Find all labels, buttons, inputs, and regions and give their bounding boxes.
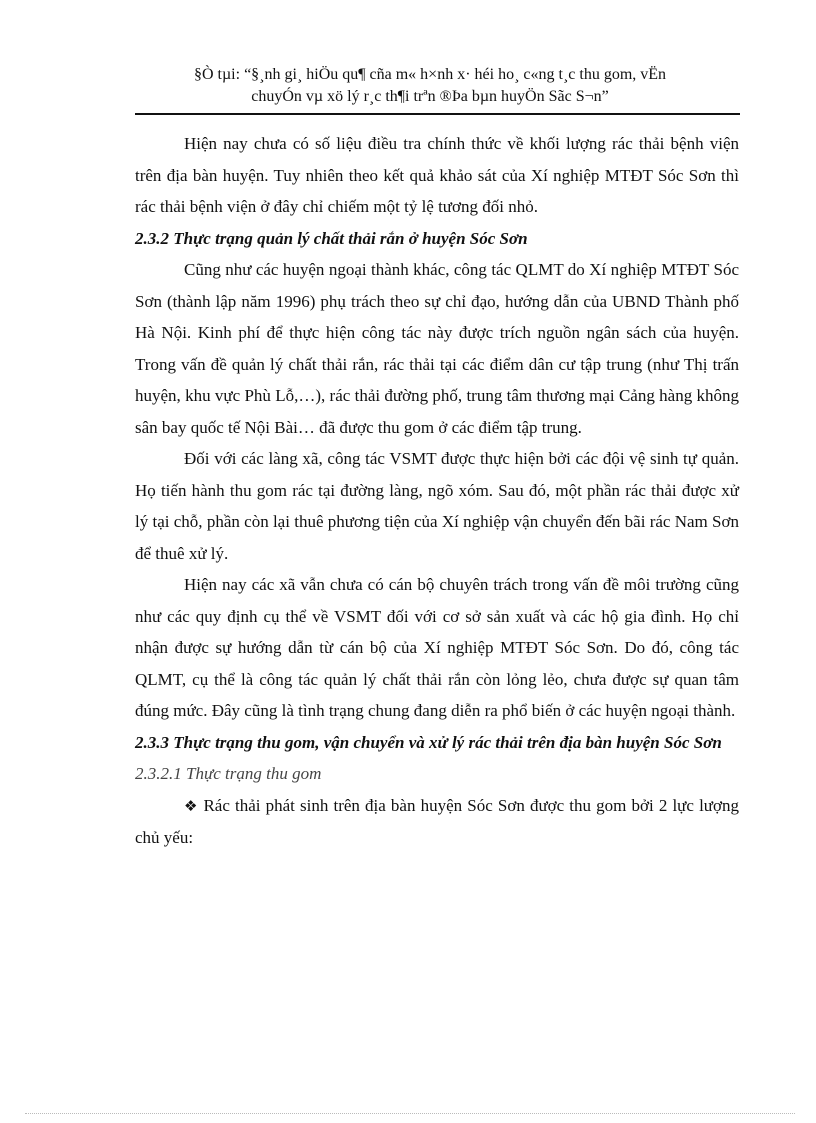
paragraph-1: Hiện nay chưa có số liệu điều tra chính thức về khối lượng rác thải bệnh viện trên địa bàn huyện. Tuy nhiên theo kết quả khảo sát của Xí nghiệp MTĐT Sóc Sơn thì rác thải bệnh viện ở đây chỉ chiếm một tỷ lệ tương đối nhỏ. bbox=[135, 134, 739, 216]
paragraph-2: Cũng như các huyện ngoại thành khác, công tác QLMT do Xí nghiệp MTĐT Sóc Sơn (thành lập năm 1996) phụ trách theo sự chỉ đạo, hướng dẫn của UBND Thành phố Hà Nội. Kinh phí để thực hiện công tác này được trích nguồn ngân sách của huyện. Trong vấn đề quản lý chất thải rắn, rác thải tại các điểm dân cư tập trung (như Thị trấn huyện, khu vực Phù Lỗ,…), rác thải đường phố, trung tâm thương mại Cảng hàng không sân bay quốc tế Nội Bài… đã được thu gom ở các điểm tập trung. bbox=[135, 260, 739, 437]
paragraph-3: Đối với các làng xã, công tác VSMT được thực hiện bởi các đội vệ sinh tự quản. Họ tiến hành thu gom rác tại đường làng, ngõ xóm. Sau đó, một phần rác thải được xử lý tại chỗ, phần còn lại thuê phương tiện của Xí nghiệp vận chuyển đến bãi rác Nam Sơn để thuê xử lý. bbox=[135, 449, 739, 563]
section-heading-2-3-3: 2.3.3 Thực trạng thu gom, vận chuyển và xử lý rác thải trên địa bàn huyện Sóc Sơn bbox=[135, 732, 722, 752]
document-body bbox=[135, 128, 739, 854]
paragraph-4: Hiện nay các xã vẫn chưa có cán bộ chuyên trách trong vấn đề môi trường cũng như các quy định cụ thể về VSMT đối với cơ sở sản xuất và các hộ gia đình. Họ chỉ nhận được sự hướng dẫn từ cán bộ của Xí nghiệp MTĐT Sóc Sơn. Do đó, công tác QLMT, cụ thể là công tác quản lý chất thải rắn còn lỏng lẻo, chưa được sự quan tâm đúng mức. Đây cũng là tình trạng chung đang diễn ra phổ biến ở các huyện ngoại thành. bbox=[135, 575, 739, 720]
diamond-bullet-icon: ❖ bbox=[184, 796, 199, 815]
section-heading-2-3-2: 2.3.2 Thực trạng quản lý chất thải rắn ở huyện Sóc Sơn bbox=[135, 228, 528, 248]
footer-rule bbox=[25, 1113, 795, 1114]
bullet-text: Rác thải phát sinh trên địa bàn huyện Sóc Sơn được thu gom bởi 2 lực lượng chủ yếu: bbox=[135, 795, 739, 847]
running-header bbox=[120, 64, 740, 108]
header-rule bbox=[135, 113, 740, 115]
subsection-heading-2-3-2-1: 2.3.2.1 Thực trạng thu gom bbox=[135, 764, 322, 783]
bullet-item bbox=[135, 790, 739, 854]
header-line-1: §Ò tµi: “§¸nh gi¸ hiÖu qu¶ cña m« h×nh x· héi ho¸ c«ng t¸c thu gom, vËn bbox=[193, 66, 667, 83]
header-line-2: chuyÓn vµ xö lý r¸c th¶i trªn ®Þa bµn huyÖn Sãc S¬n” bbox=[251, 88, 609, 105]
